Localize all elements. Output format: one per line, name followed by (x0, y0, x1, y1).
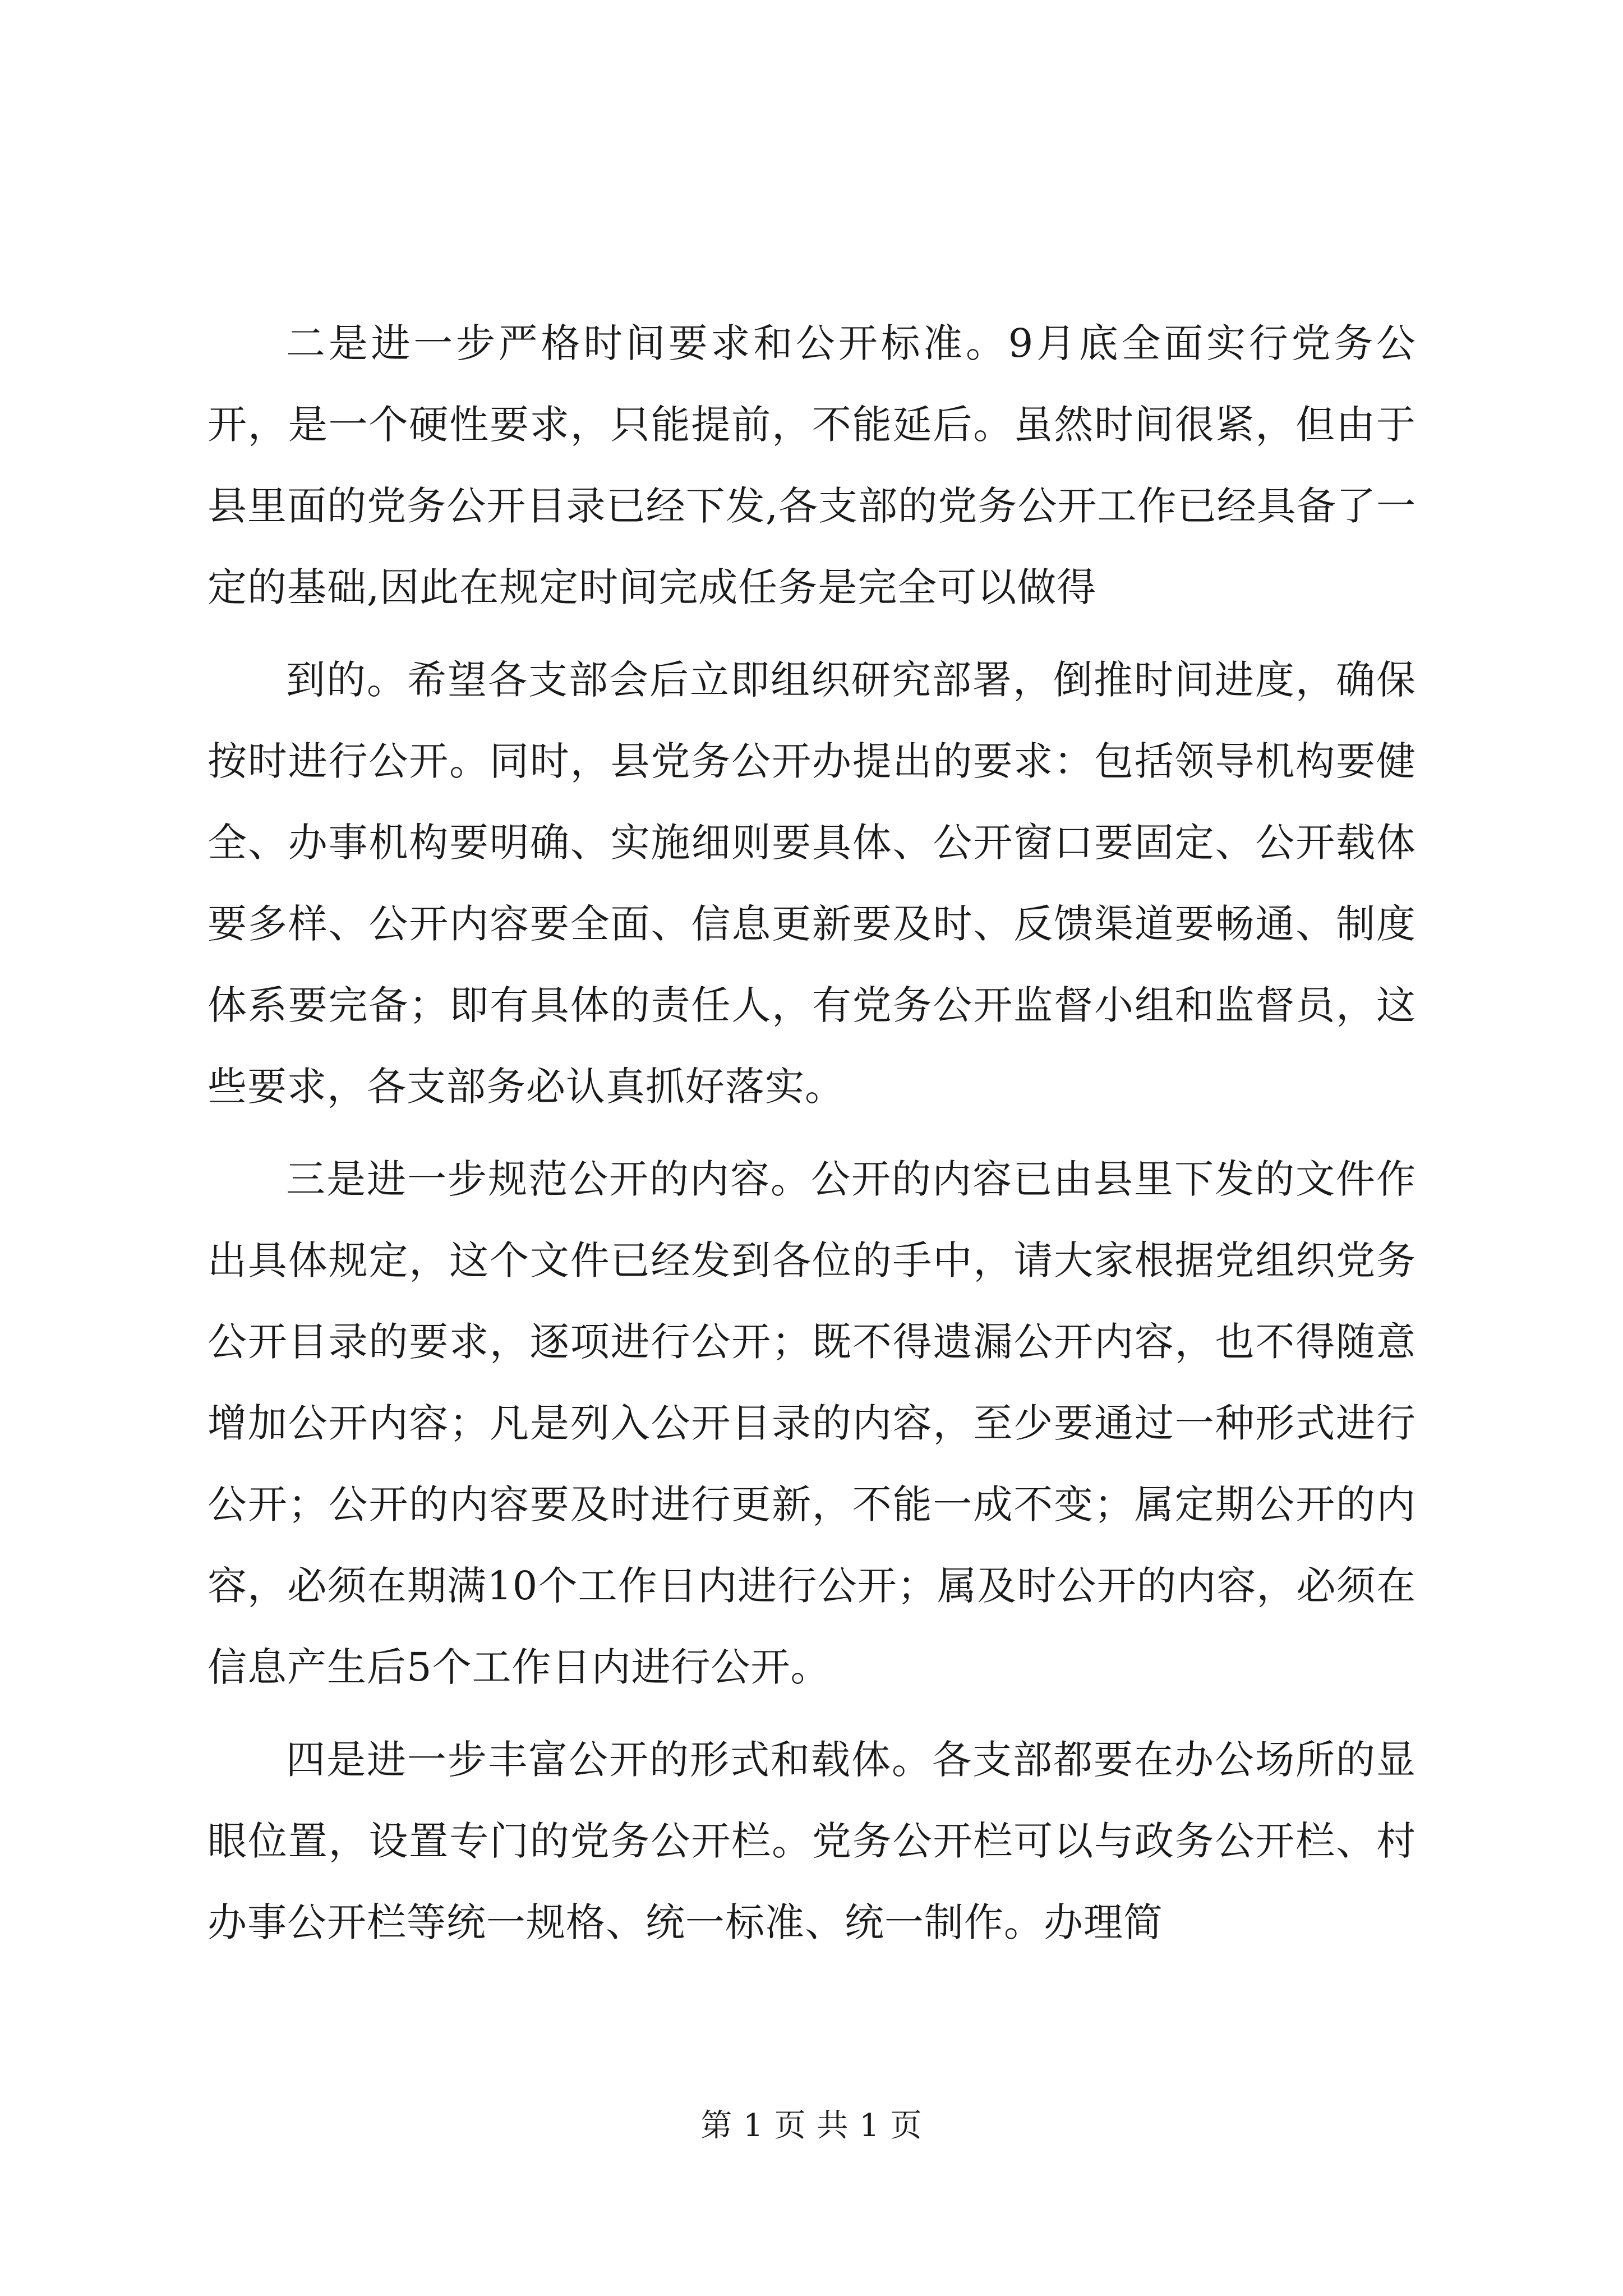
paragraph-forms-and-carriers: 四是进一步丰富公开的形式和载体。各支部都要在办公场所的显眼位置，设置专门的党务公开栏。党务公开栏可以与政务公开栏、村办事公开栏等统一规格、统一标准、统一制作。办理简 (208, 1737, 1416, 1945)
paragraph-content-standards: 三是进一步规范公开的内容。公开的内容已由县里下发的文件作出具体规定，这个文件已经发到各位的手中，请大家根据党组织党务公开目录的要求，逐项进行公开；既不得遗漏公开内容，也不得随意增加公开内容；凡是列入公开目录的内容，至少要通过一种形式进行公开；公开的内容要及时进行更新，不能一成不变；属定期公开的内容，必须在期满10个工作日内进行公开；属及时公开的内容，必须在信息产生后5个工作日内进行公开。 (208, 1156, 1416, 1690)
paragraph-time-requirements: 二是进一步严格时间要求和公开标准。9月底全面实行党务公开，是一个硬性要求，只能提前，不能延后。虽然时间很紧，但由于县里面的党务公开目录已经下发,各支部的党务公开工作已经具备了一定的基础,因此在规定时间完成任务是完全可以做得 (208, 320, 1416, 610)
page-footer: 第 1 页 共 1 页 (700, 2108, 923, 2144)
paragraph-deployment: 到的。希望各支部会后立即组织研究部署，倒推时间进度，确保按时进行公开。同时，县党务公开办提出的要求：包括领导机构要健全、办事机构要明确、实施细则要具体、公开窗口要固定、公开载体要多样、公开内容要全面、信息更新要及时、反馈渠道要畅通、制度体系要完备；即有具体的责任人，有党务公开监督小组和监督员，这些要求，各支部务必认真抓好落实。 (208, 657, 1416, 1110)
body-text (208, 303, 1416, 1975)
